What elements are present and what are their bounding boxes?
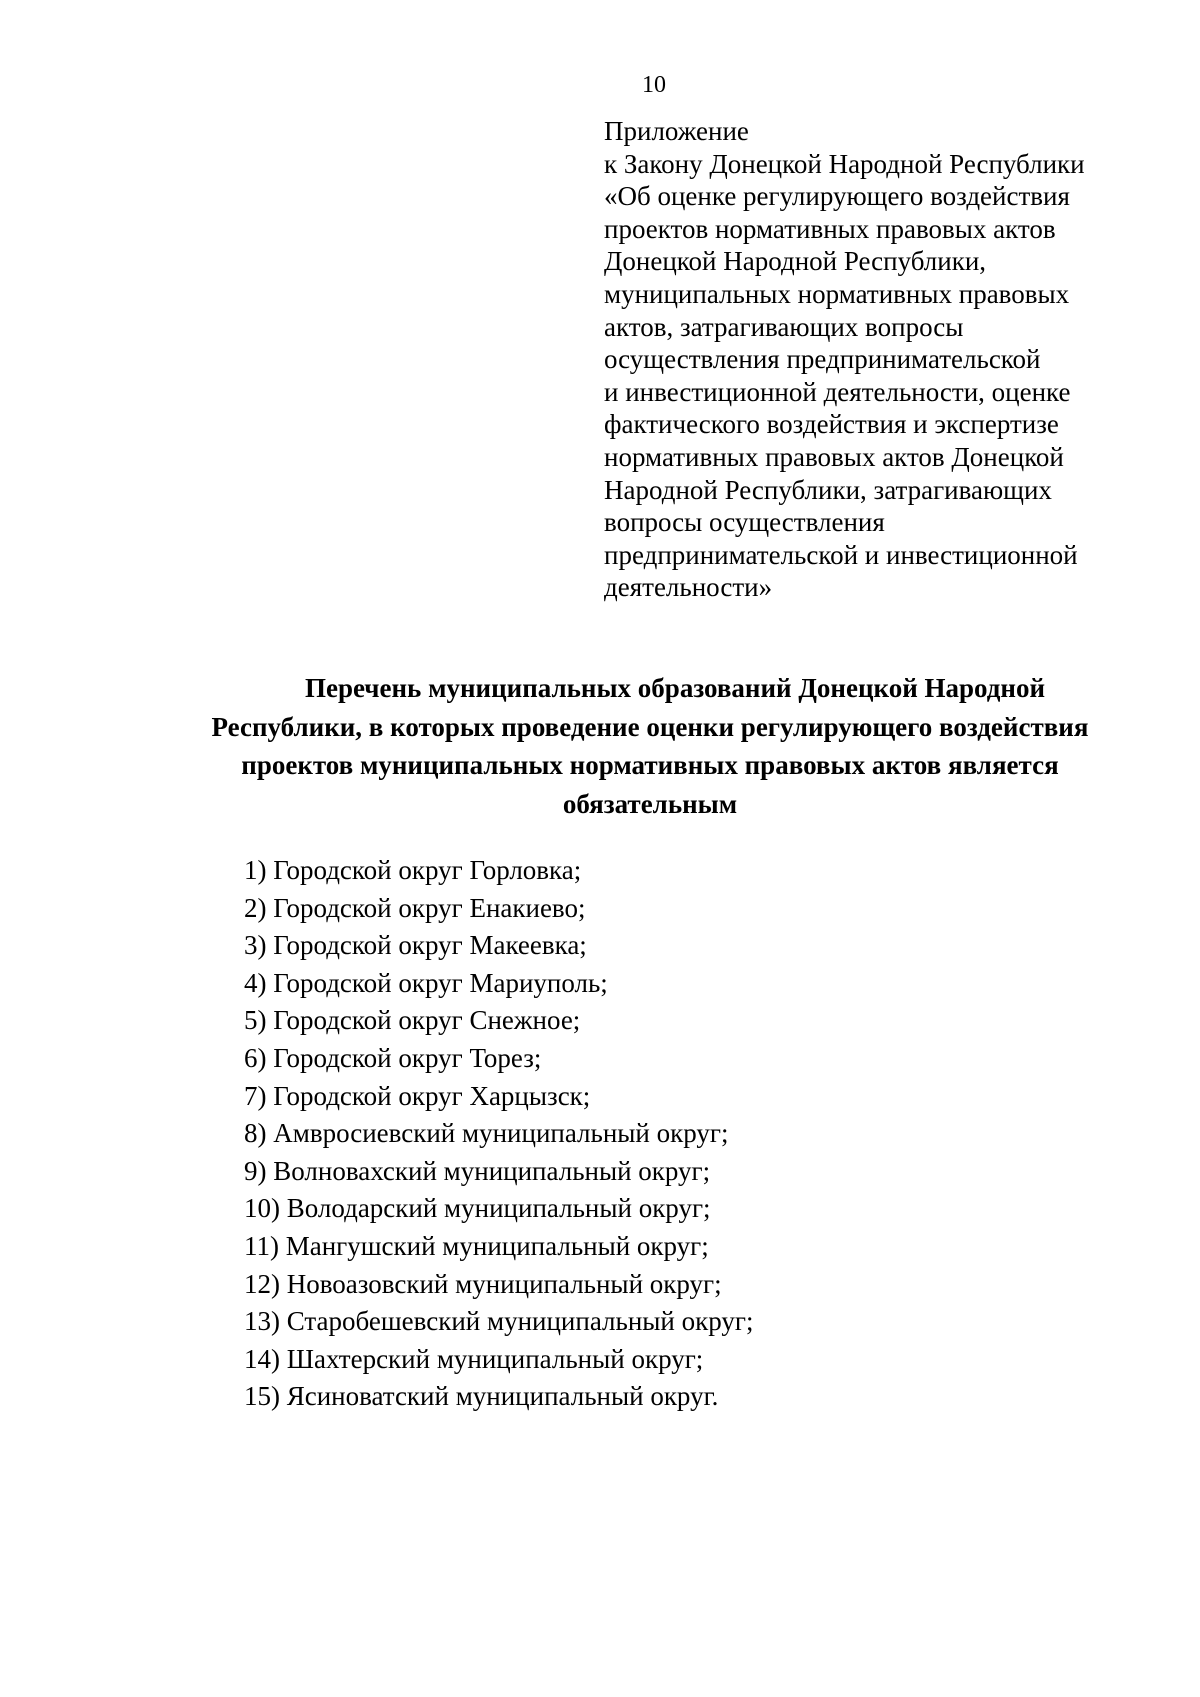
- list-item: 11) Мангушский муниципальный округ;: [244, 1230, 709, 1261]
- appendix-line: проектов нормативных правовых актов: [604, 213, 1056, 244]
- appendix-line: Приложение: [604, 116, 749, 146]
- list-item: 13) Старобешевский муниципальный округ;: [244, 1306, 754, 1337]
- list-item: 2) Городской округ Енакиево;: [244, 892, 586, 923]
- page-number: 10: [642, 72, 666, 98]
- list-item: 14) Шахтерский муниципальный округ;: [244, 1343, 704, 1374]
- title-line: обязательным: [562, 789, 738, 820]
- list-item: 3) Городской округ Макеевка;: [244, 930, 587, 961]
- list-item: 6) Городской округ Торез;: [244, 1042, 542, 1073]
- appendix-line: к Закону Донецкой Народной Республики: [604, 148, 1085, 179]
- municipalities-list: [244, 852, 753, 1416]
- title-line: проектов муниципальных нормативных правовых актов является: [241, 750, 1059, 781]
- appendix-line: муниципальных нормативных правовых: [604, 278, 1070, 309]
- appendix-line: нормативных правовых актов Донецкой: [604, 441, 1064, 472]
- list-item: 12) Новоазовский муниципальный округ;: [244, 1268, 722, 1299]
- list-item: 7) Городской округ Харцызск;: [244, 1080, 591, 1111]
- list-title: [150, 669, 1150, 824]
- appendix-line: и инвестиционной деятельности, оценке: [604, 376, 1071, 407]
- appendix-line: Донецкой Народной Республики,: [604, 246, 987, 277]
- appendix-line: вопросы осуществления: [604, 507, 885, 538]
- appendix-line: Народной Республики, затрагивающих: [604, 474, 1052, 505]
- appendix-line: предпринимательской и инвестиционной: [604, 539, 1078, 570]
- list-item: 15) Ясиноватский муниципальный округ.: [244, 1381, 719, 1412]
- appendix-heading: [604, 115, 1164, 604]
- title-line: Республики, в которых проведение оценки регулирующего воздействия: [211, 711, 1089, 742]
- list-item: 5) Городской округ Снежное;: [244, 1005, 581, 1036]
- appendix-line: фактического воздействия и экспертизе: [604, 409, 1059, 440]
- appendix-line: осуществления предпринимательской: [604, 344, 1041, 375]
- appendix-line: «Об оценке регулирующего воздействия: [604, 181, 1070, 212]
- title-line: Перечень муниципальных образований Донецкой Народной: [304, 673, 1046, 703]
- appendix-line: актов, затрагивающих вопросы: [604, 311, 964, 342]
- list-item: 9) Волновахский муниципальный округ;: [244, 1155, 711, 1186]
- appendix-line: деятельности»: [604, 572, 773, 603]
- list-item: 4) Городской округ Мариуполь;: [244, 967, 608, 998]
- list-item: 1) Городской округ Горловка;: [244, 855, 582, 885]
- list-item: 8) Амвросиевский муниципальный округ;: [244, 1118, 729, 1149]
- list-item: 10) Володарский муниципальный округ;: [244, 1193, 711, 1224]
